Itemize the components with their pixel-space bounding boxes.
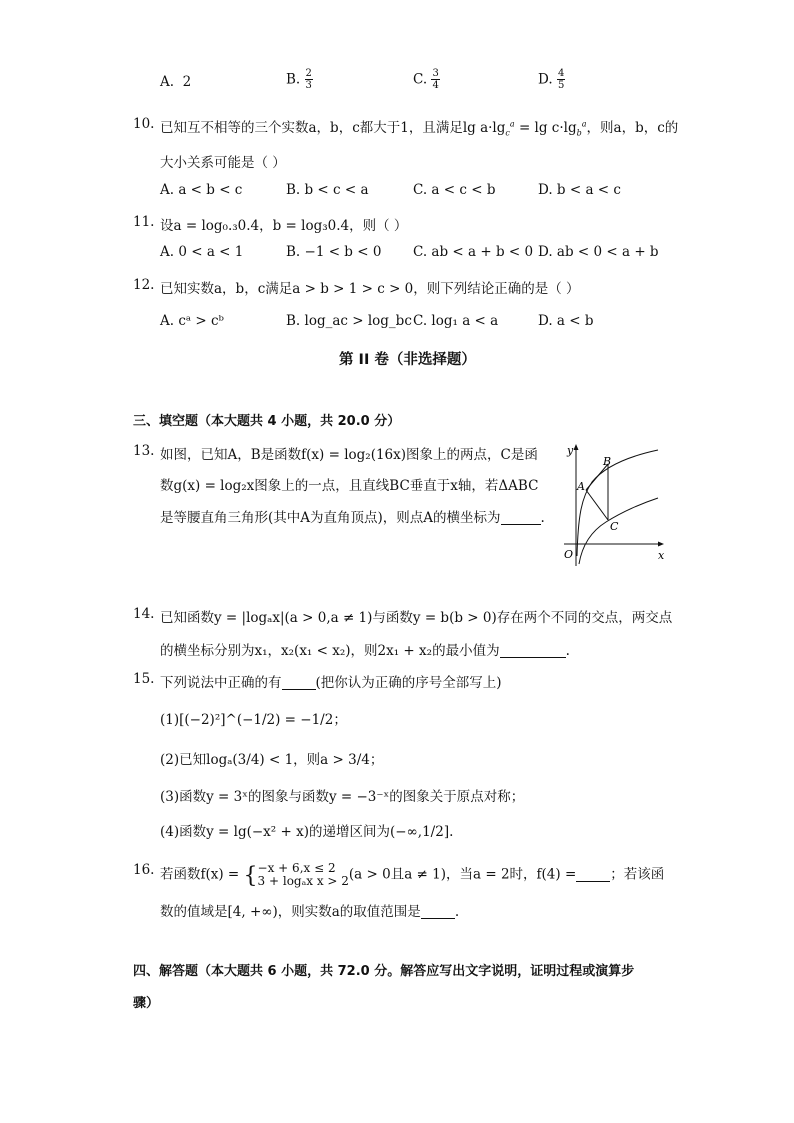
q11-stem: 设a = log₀.₃0.4，b = log₃0.4，则（ ） [160,218,408,234]
fig-label-b: B [603,455,612,468]
q10-line1: 已知互不相等的三个实数a，b，c都大于1，且满足$\lg a\cdot\lg_c^a = \lg c\cdot\lg_b^a$，则a，b，c的 [160,119,679,138]
q15-item-1: (1)[(−2)²]^(−1/2) = −1/2； [160,712,347,728]
q9-option-a: A. 2 [160,74,192,90]
q9-option-d: D. $\frac{4}{5}$ [538,68,565,91]
q14-number: 14. [133,606,155,622]
q11-option-b: B. −1 < b < 0 [286,244,382,260]
q15-number: 15. [133,671,155,687]
q15-item-3: (3)函数y = 3ˣ的图象与函数y = −3⁻ˣ的图象关于原点对称； [160,789,525,805]
q13-line1: 如图，已知A，B是函数f(x) = log₂(16x)图象上的两点，C是函 [160,447,538,463]
q14-line2: 的横坐标分别为x₁，x₂(x₁ < x₂)，则2x₁ + x₂的最小值为 . [160,643,570,659]
q10-option-d: D. b < a < c [538,182,621,198]
q13-line2: 数g(x) = log₂x图象上的一点，且直线BC垂直于x轴，若ΔABC [160,478,539,494]
q9-option-c: C. $\frac{3}{4}$ [413,68,439,91]
fig-label-y: y [567,444,574,457]
q12-option-a: A. cᵃ > cᵇ [160,313,224,329]
q12-option-c: C. log₁ a < a [413,313,499,329]
q15-stem: 下列说法中正确的有 (把你认为正确的序号全部写上) [160,675,502,691]
fig-label-a: A [577,480,585,493]
fig-label-c: C [610,520,619,533]
q11-option-a: A. 0 < a < 1 [160,244,244,260]
q12-option-d: D. a < b [538,313,594,329]
q10-option-b: B. b < c < a [286,182,369,198]
q10-option-c: C. a < c < b [413,182,496,198]
q10-number: 10. [133,116,155,132]
q10-option-a: A. a < b < c [160,182,243,198]
q14-line1: 已知函数y = |logₐx|(a > 0,a ≠ 1)与函数y = b(b > 0)存在两个不同的交点，两交点 [160,610,673,626]
q10-line2: 大小关系可能是（ ） [160,155,286,171]
part4-heading-cont: 骤） [133,996,160,1011]
q16-line1: 若函数f(x) = { −x + 6,x ≤ 2 3 + logₐx x > 2 (a > 0且a ≠ 1)，当a = 2时，f(4) = ；若该函 [160,861,665,889]
section-title: 第 II 卷（非选择题） [339,352,476,368]
q15-item-4: (4)函数y = lg(−x² + x)的递增区间为(−∞,1/2]. [160,824,454,840]
part4-heading: 四、解答题（本大题共 6 小题，共 72.0 分。解答应写出文字说明，证明过程或演算步 [133,964,635,979]
q13-number: 13. [133,443,155,459]
fig-label-x: x [658,549,665,562]
fig-label-o: O [564,548,574,561]
part3-heading: 三、填空题（本大题共 4 小题，共 20.0 分） [133,414,401,429]
q11-option-d: D. ab < 0 < a + b [538,244,659,260]
q11-option-c: C. ab < a + b < 0 [413,244,534,260]
q13-figure [560,438,666,568]
q16-line2: 数的值域是[4, +∞)，则实数a的取值范围是 . [160,904,460,920]
q15-item-2: (2)已知logₐ(3/4) < 1，则a > 3/4； [160,752,384,768]
q12-stem: 已知实数a，b，c满足a > b > 1 > c > 0，则下列结论正确的是（ ） [160,281,580,297]
q11-number: 11. [133,214,155,230]
q12-option-b: B. log_ac > log_bc [286,313,412,329]
q9-option-b: B. $\frac{2}{3}$ [286,68,312,91]
q12-number: 12. [133,277,155,293]
q16-number: 16. [133,862,155,878]
q13-line3: 是等腰直角三角形(其中A为直角顶点)，则点A的横坐标为 . [160,510,545,526]
